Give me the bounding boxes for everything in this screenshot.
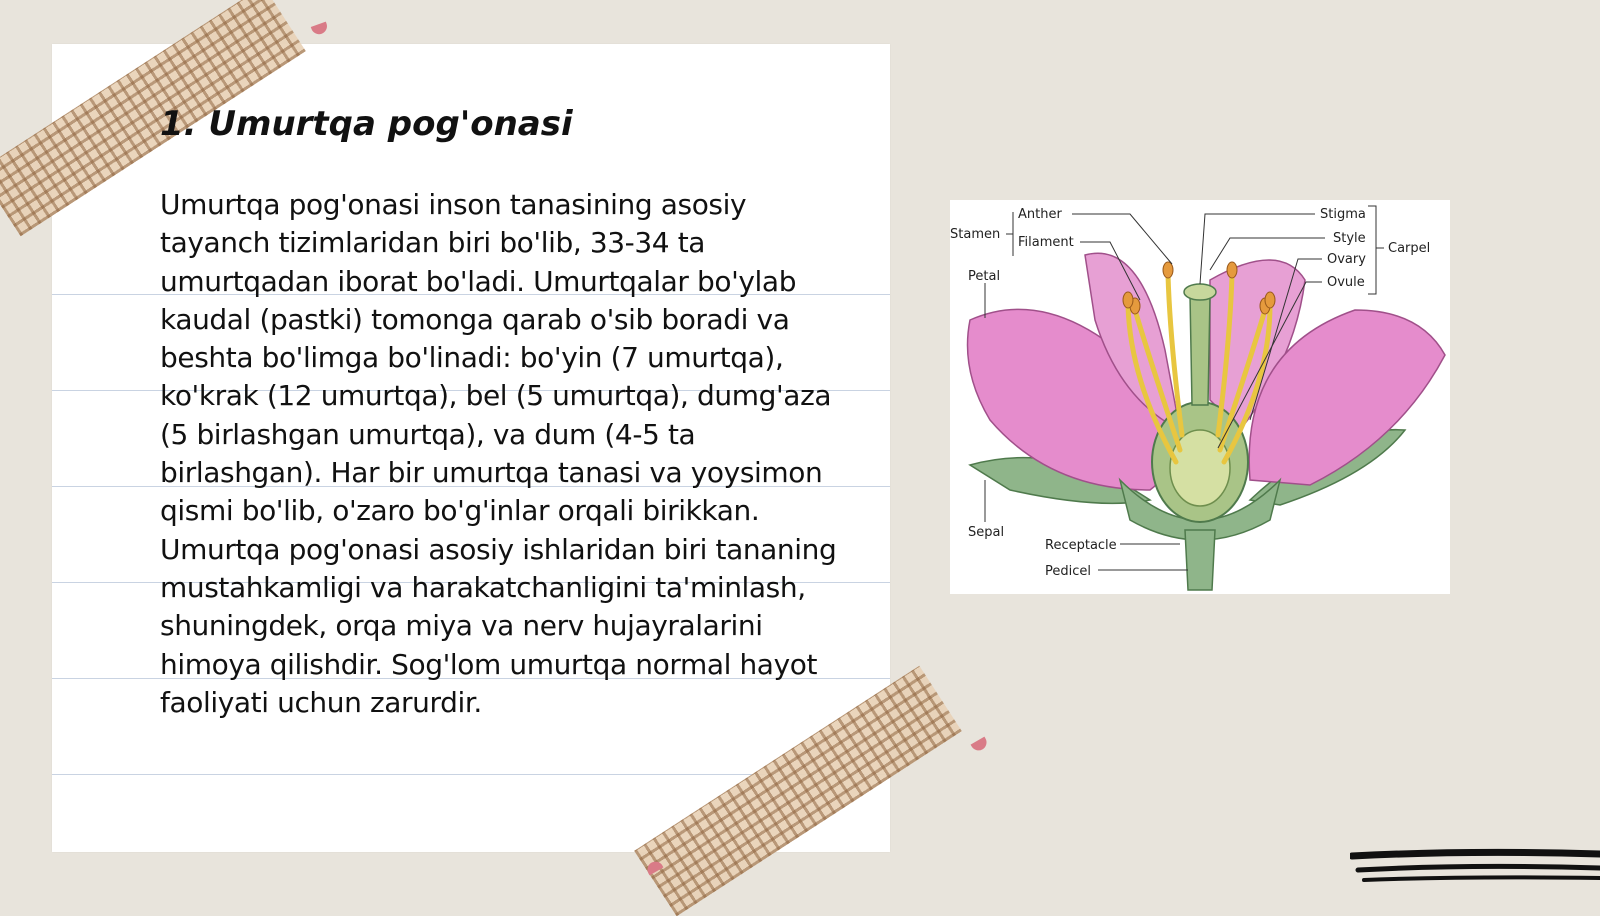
label-receptacle: Receptacle (1045, 538, 1117, 553)
label-petal: Petal (968, 269, 1001, 284)
label-sepal: Sepal (968, 525, 1005, 540)
flower-diagram (950, 200, 1450, 594)
brush-stroke-decoration (1350, 848, 1600, 892)
slide-title: 1. Umurtqa pog'onasi (160, 104, 573, 144)
stigma (1184, 284, 1216, 300)
label-ovary: Ovary (1327, 252, 1366, 267)
pedicel (1185, 530, 1215, 590)
style (1190, 295, 1210, 405)
label-carpel: Carpel (1388, 241, 1431, 256)
label-style: Style (1333, 231, 1366, 246)
label-anther: Anther (1018, 207, 1062, 222)
label-stamen: Stamen (950, 227, 1001, 242)
label-pedicel: Pedicel (1045, 564, 1091, 579)
label-filament: Filament (1018, 235, 1074, 250)
tape-pin-icon (311, 22, 329, 37)
label-ovule: Ovule (1327, 275, 1365, 290)
label-stigma: Stigma (1320, 207, 1366, 222)
slide-body-text: Umurtqa pog'onasi inson tanasining asosiy tayanch tizimlaridan biri bo'lib, 33-34 ta umurtqadan iborat bo'ladi. Umurtqalar bo'ylab kaudal (pastki) tomonga qarab o'sib boradi va beshta bo'limga bo'linadi: bo'yin (7 umurtqa), ko'krak (12 umurtqa), bel (5 umurtqa), dumg'aza (5 birlashgan umurtqa), va dum (4-5 ta birlashgan). Har bir umurtqa tanasi va yoysimon qismi bo'lib, o'zaro bo'g'inlar orqali birikkan. Umurtqa pog'onasi asosiy ishlaridan biri tananing mustahkamligi va harakatchanligini ta'minlash, shuningdek, orqa miya va nerv hujayralarini himoya qilishdir. Sog'lom umurtqa normal hayot faoliyati uchun zarurdir. (160, 188, 837, 719)
tape-pin-icon (971, 737, 990, 754)
